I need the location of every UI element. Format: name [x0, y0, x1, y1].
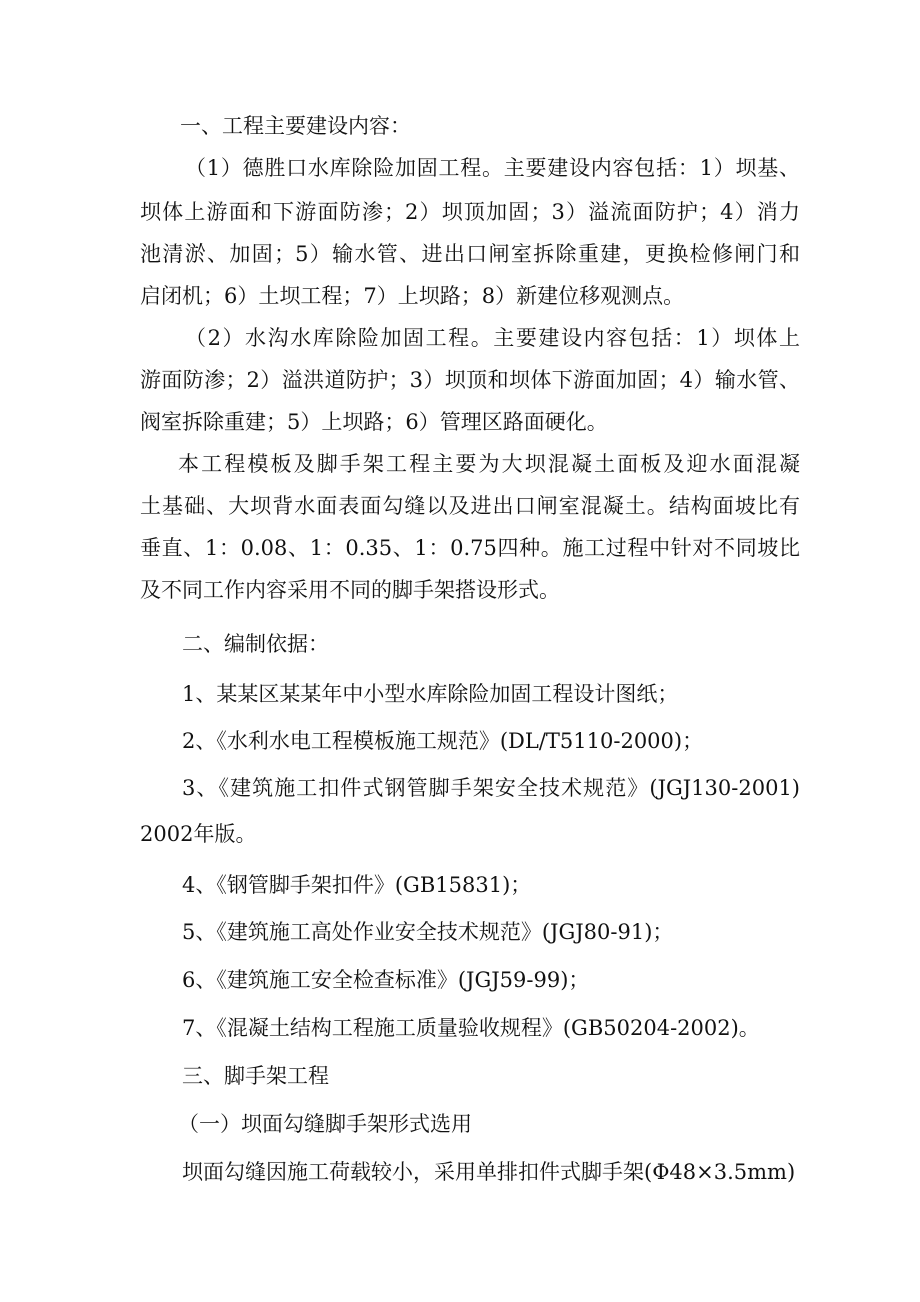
reference-item-7: 7、《混凝土结构工程施工质量验收规程》(GB50204-2002)。 [182, 1016, 760, 1040]
paragraph-4-line-1: 坝面勾缝因施工荷载较小，采用单排扣件式脚手架(Φ48×3.5mm) [182, 1160, 796, 1184]
paragraph-3-line-4: 及不同工作内容采用不同的脚手架搭设形式。 [140, 578, 560, 602]
section-heading-3: 三、脚手架工程 [182, 1064, 329, 1088]
subsection-heading-1: （一）坝面勾缝脚手架形式选用 [178, 1112, 472, 1136]
paragraph-2-line-3: 阀室拆除重建；5）上坝路；6）管理区路面硬化。 [140, 410, 608, 434]
paragraph-3-line-3: 垂直、1：0.08、1：0.35、1：0.75四种。施工过程中针对不同坡比 [140, 536, 800, 560]
section-heading-2: 二、编制依据： [182, 632, 329, 656]
reference-item-1: 1、某某区某某年中小型水库除险加固工程设计图纸； [182, 682, 679, 706]
paragraph-1-line-4: 启闭机；6）土坝工程；7）上坝路；8）新建位移观测点。 [140, 284, 685, 308]
reference-item-5: 5、《建筑施工高处作业安全技术规范》(JGJ80-91)； [182, 920, 674, 944]
reference-item-6: 6、《建筑施工安全检查标准》(JGJ59-99)； [182, 968, 590, 992]
reference-item-3: 3、《建筑施工扣件式钢管脚手架安全技术规范》(JGJ130-2001) [182, 776, 800, 800]
paragraph-3-line-2: 土基础、大坝背水面表面勾缝以及进出口闸室混凝土。结构面坡比有 [140, 494, 800, 518]
paragraph-3-line-1: 本工程模板及脚手架工程主要为大坝混凝土面板及迎水面混凝 [178, 452, 800, 476]
paragraph-2-line-1: （2）水沟水库除险加固工程。主要建设内容包括：1）坝体上 [185, 326, 800, 350]
section-heading-1: 一、工程主要建设内容： [180, 114, 411, 138]
paragraph-1-line-1: （1）德胜口水库除险加固工程。主要建设内容包括：1）坝基、 [185, 156, 800, 180]
paragraph-1-line-3: 池清淤、加固；5）输水管、进出口闸室拆除重建，更换检修闸门和 [140, 242, 800, 266]
paragraph-2-line-2: 游面防渗；2）溢洪道防护；3）坝顶和坝体下游面加固；4）输水管、 [140, 368, 800, 392]
reference-item-3-continued: 2002年版。 [140, 822, 257, 846]
paragraph-1-line-2: 坝体上游面和下游面防渗；2）坝顶加固；3）溢流面防护；4）消力 [140, 200, 800, 224]
reference-item-2: 2、《水利水电工程模板施工规范》(DL/T5110-2000)； [182, 729, 704, 753]
reference-item-4: 4、《钢管脚手架扣件》(GB15831)； [182, 873, 532, 897]
